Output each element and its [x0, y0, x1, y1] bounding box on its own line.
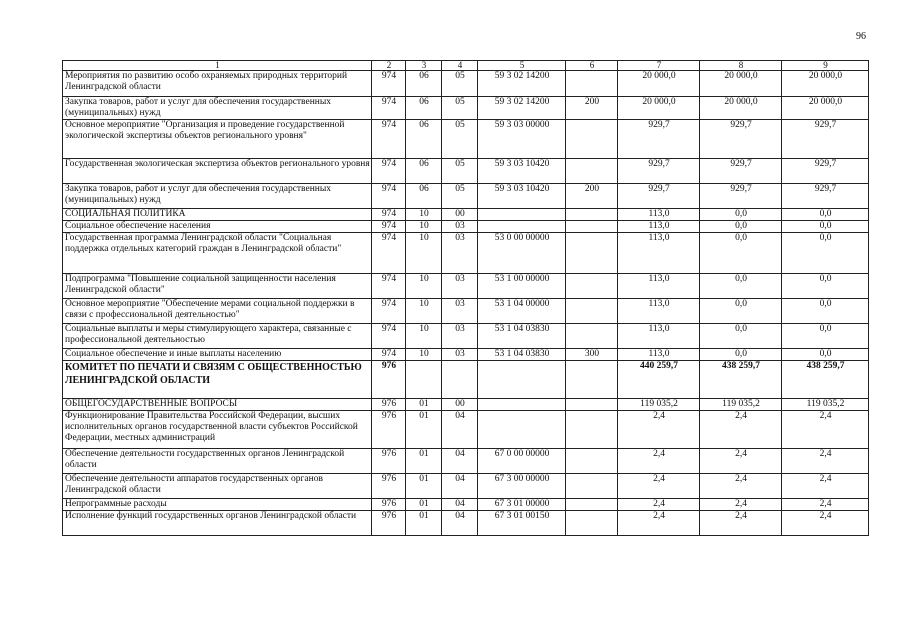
- table-row: [63, 349, 869, 361]
- row-expense-type-cell: [566, 361, 618, 399]
- row-name-cell: Подпрограмма "Повышение социальной защищенности населения Ленинградской области": [63, 274, 372, 299]
- row-subsection-cell: 00: [442, 209, 478, 221]
- row-target-article-cell: 67 3 00 00000: [478, 474, 566, 499]
- row-name-cell: Функционирование Правительства Российской Федерации, высших исполнительных органов государственной власти субъектов Российской Федерации, местных администраций: [63, 411, 372, 449]
- row-name-cell: Государственная экологическая экспертиза объектов регионального уровня: [63, 159, 372, 184]
- table-row: [63, 474, 869, 499]
- table-row: [63, 449, 869, 474]
- table-row: [63, 511, 869, 536]
- row-name-cell: Социальные выплаты и меры стимулирующего характера, связанные с профессиональной деятельностью: [63, 324, 372, 349]
- row-subsection-cell: 04: [442, 511, 478, 536]
- row-expense-type-cell: [566, 449, 618, 474]
- row-section-cell: 01: [406, 399, 442, 411]
- table-row: [63, 221, 869, 233]
- row-name-cell: Непрограммные расходы: [63, 499, 372, 511]
- row-subsection-cell: 00: [442, 399, 478, 411]
- row-subsection-cell: [442, 361, 478, 399]
- row-section-cell: 01: [406, 511, 442, 536]
- column-header: 1: [63, 61, 372, 71]
- row-admin-code-cell: 974: [372, 209, 406, 221]
- row-expense-type-cell: [566, 233, 618, 274]
- row-section-cell: [406, 361, 442, 399]
- row-target-article-cell: 67 3 01 00000: [478, 499, 566, 511]
- row-subsection-cell: 03: [442, 324, 478, 349]
- row-amount-col9-cell: 2,4: [782, 411, 869, 449]
- budget-table: [62, 60, 869, 536]
- row-expense-type-cell: 300: [566, 349, 618, 361]
- row-expense-type-cell: [566, 511, 618, 536]
- column-header: 6: [566, 61, 618, 71]
- row-amount-col9-cell: 0,0: [782, 324, 869, 349]
- row-amount-col8-cell: 929,7: [700, 120, 782, 159]
- row-name-cell: Исполнение функций государственных органов Ленинградской области: [63, 511, 372, 536]
- row-name-cell: Социальное обеспечение и иные выплаты населению: [63, 349, 372, 361]
- table-header-row: [63, 61, 869, 71]
- row-amount-col9-cell: 2,4: [782, 499, 869, 511]
- row-expense-type-cell: [566, 120, 618, 159]
- row-amount-col9-cell: 0,0: [782, 349, 869, 361]
- table-row: [63, 97, 869, 120]
- row-amount-col7-cell: 113,0: [618, 233, 700, 274]
- row-amount-col8-cell: 20 000,0: [700, 97, 782, 120]
- row-name-cell: Мероприятия по развитию особо охраняемых природных территорий Ленинградской области: [63, 71, 372, 97]
- table-row: [63, 411, 869, 449]
- table-row: [63, 120, 869, 159]
- row-amount-col7-cell: 20 000,0: [618, 97, 700, 120]
- row-expense-type-cell: [566, 71, 618, 97]
- row-amount-col7-cell: 119 035,2: [618, 399, 700, 411]
- column-header: 4: [442, 61, 478, 71]
- row-expense-type-cell: [566, 399, 618, 411]
- column-header: 3: [406, 61, 442, 71]
- row-amount-col9-cell: 20 000,0: [782, 97, 869, 120]
- row-amount-col8-cell: 0,0: [700, 221, 782, 233]
- row-subsection-cell: 03: [442, 349, 478, 361]
- row-amount-col9-cell: 0,0: [782, 209, 869, 221]
- row-amount-col7-cell: 113,0: [618, 349, 700, 361]
- row-amount-col8-cell: 119 035,2: [700, 399, 782, 411]
- row-name-cell: Основное мероприятие "Организация и проведение государственной экологической экспертизы объектов регионального уровня": [63, 120, 372, 159]
- table-row: [63, 71, 869, 97]
- row-subsection-cell: 05: [442, 97, 478, 120]
- row-expense-type-cell: [566, 209, 618, 221]
- row-expense-type-cell: 200: [566, 97, 618, 120]
- row-expense-type-cell: 200: [566, 184, 618, 209]
- row-section-cell: 06: [406, 120, 442, 159]
- page-number: 96: [856, 31, 866, 42]
- table-row: [63, 209, 869, 221]
- row-admin-code-cell: 974: [372, 97, 406, 120]
- row-subsection-cell: 03: [442, 221, 478, 233]
- row-target-article-cell: 59 3 02 14200: [478, 97, 566, 120]
- row-admin-code-cell: 974: [372, 324, 406, 349]
- row-section-cell: 10: [406, 233, 442, 274]
- row-subsection-cell: 03: [442, 299, 478, 324]
- row-amount-col7-cell: 113,0: [618, 299, 700, 324]
- table-body: [63, 61, 869, 536]
- row-admin-code-cell: 974: [372, 71, 406, 97]
- row-admin-code-cell: 976: [372, 411, 406, 449]
- row-name-cell: Закупка товаров, работ и услуг для обеспечения государственных (муниципальных) нужд: [63, 184, 372, 209]
- row-section-cell: 10: [406, 274, 442, 299]
- row-name-cell: СОЦИАЛЬНАЯ ПОЛИТИКА: [63, 209, 372, 221]
- row-amount-col8-cell: 2,4: [700, 499, 782, 511]
- row-amount-col9-cell: 119 035,2: [782, 399, 869, 411]
- row-section-cell: 06: [406, 97, 442, 120]
- row-name-cell: ОБЩЕГОСУДАРСТВЕННЫЕ ВОПРОСЫ: [63, 399, 372, 411]
- row-amount-col9-cell: 0,0: [782, 274, 869, 299]
- row-subsection-cell: 04: [442, 499, 478, 511]
- row-amount-col9-cell: 2,4: [782, 449, 869, 474]
- table-row: [63, 233, 869, 274]
- row-amount-col7-cell: 113,0: [618, 324, 700, 349]
- row-amount-col8-cell: 0,0: [700, 349, 782, 361]
- row-expense-type-cell: [566, 474, 618, 499]
- row-amount-col8-cell: 929,7: [700, 159, 782, 184]
- row-amount-col7-cell: 113,0: [618, 221, 700, 233]
- row-amount-col8-cell: 438 259,7: [700, 361, 782, 399]
- row-amount-col7-cell: 20 000,0: [618, 71, 700, 97]
- row-amount-col9-cell: 0,0: [782, 221, 869, 233]
- row-expense-type-cell: [566, 159, 618, 184]
- row-name-cell: Обеспечение деятельности государственных органов Ленинградской области: [63, 449, 372, 474]
- row-admin-code-cell: 976: [372, 399, 406, 411]
- row-target-article-cell: 53 1 04 00000: [478, 299, 566, 324]
- row-amount-col9-cell: 20 000,0: [782, 71, 869, 97]
- column-header: 5: [478, 61, 566, 71]
- row-amount-col7-cell: 929,7: [618, 120, 700, 159]
- row-admin-code-cell: 976: [372, 499, 406, 511]
- row-amount-col9-cell: 929,7: [782, 159, 869, 184]
- row-section-cell: 06: [406, 159, 442, 184]
- row-name-cell: Обеспечение деятельности аппаратов государственных органов Ленинградской области: [63, 474, 372, 499]
- row-subsection-cell: 05: [442, 71, 478, 97]
- row-amount-col8-cell: 929,7: [700, 184, 782, 209]
- row-admin-code-cell: 976: [372, 361, 406, 399]
- row-admin-code-cell: 974: [372, 349, 406, 361]
- row-admin-code-cell: 974: [372, 233, 406, 274]
- row-amount-col8-cell: 2,4: [700, 474, 782, 499]
- row-target-article-cell: 59 3 02 14200: [478, 71, 566, 97]
- row-target-article-cell: 59 3 03 00000: [478, 120, 566, 159]
- row-target-article-cell: 59 3 03 10420: [478, 159, 566, 184]
- row-amount-col9-cell: 929,7: [782, 184, 869, 209]
- row-name-cell: КОМИТЕТ ПО ПЕЧАТИ И СВЯЗЯМ С ОБЩЕСТВЕННОСТЬЮ ЛЕНИНГРАДСКОЙ ОБЛАСТИ: [63, 361, 372, 399]
- row-admin-code-cell: 974: [372, 159, 406, 184]
- row-amount-col8-cell: 2,4: [700, 449, 782, 474]
- row-name-cell: Основное мероприятие "Обеспечение мерами социальной поддержки в связи с профессиональной деятельностью": [63, 299, 372, 324]
- column-header: 9: [782, 61, 869, 71]
- row-target-article-cell: 67 3 01 00150: [478, 511, 566, 536]
- row-amount-col8-cell: 0,0: [700, 274, 782, 299]
- row-subsection-cell: 05: [442, 120, 478, 159]
- table-row: [63, 159, 869, 184]
- row-expense-type-cell: [566, 499, 618, 511]
- row-target-article-cell: 53 1 04 03830: [478, 324, 566, 349]
- row-admin-code-cell: 976: [372, 449, 406, 474]
- row-section-cell: 10: [406, 349, 442, 361]
- row-amount-col8-cell: 0,0: [700, 233, 782, 274]
- row-amount-col9-cell: 2,4: [782, 511, 869, 536]
- row-admin-code-cell: 976: [372, 474, 406, 499]
- table-row: [63, 399, 869, 411]
- row-expense-type-cell: [566, 324, 618, 349]
- row-amount-col7-cell: 113,0: [618, 274, 700, 299]
- row-target-article-cell: 67 0 00 00000: [478, 449, 566, 474]
- row-subsection-cell: 03: [442, 233, 478, 274]
- row-admin-code-cell: 974: [372, 274, 406, 299]
- row-section-cell: 10: [406, 209, 442, 221]
- row-target-article-cell: 53 0 00 00000: [478, 233, 566, 274]
- column-header: 7: [618, 61, 700, 71]
- row-section-cell: 10: [406, 299, 442, 324]
- row-amount-col9-cell: 0,0: [782, 233, 869, 274]
- row-amount-col7-cell: 2,4: [618, 449, 700, 474]
- row-admin-code-cell: 976: [372, 511, 406, 536]
- row-amount-col9-cell: 438 259,7: [782, 361, 869, 399]
- row-subsection-cell: 05: [442, 159, 478, 184]
- row-admin-code-cell: 974: [372, 221, 406, 233]
- row-amount-col7-cell: 113,0: [618, 209, 700, 221]
- row-admin-code-cell: 974: [372, 299, 406, 324]
- table-row: [63, 299, 869, 324]
- row-section-cell: 10: [406, 324, 442, 349]
- row-amount-col8-cell: 20 000,0: [700, 71, 782, 97]
- row-target-article-cell: [478, 209, 566, 221]
- row-target-article-cell: [478, 361, 566, 399]
- row-amount-col7-cell: 929,7: [618, 184, 700, 209]
- row-amount-col7-cell: 2,4: [618, 474, 700, 499]
- row-amount-col8-cell: 0,0: [700, 299, 782, 324]
- row-amount-col7-cell: 2,4: [618, 499, 700, 511]
- row-expense-type-cell: [566, 221, 618, 233]
- row-expense-type-cell: [566, 411, 618, 449]
- row-amount-col7-cell: 2,4: [618, 511, 700, 536]
- row-name-cell: Государственная программа Ленинградской области "Социальная поддержка отдельных категорий граждан в Ленинградской области": [63, 233, 372, 274]
- row-section-cell: 01: [406, 449, 442, 474]
- table-row: [63, 184, 869, 209]
- row-subsection-cell: 04: [442, 474, 478, 499]
- row-expense-type-cell: [566, 274, 618, 299]
- row-section-cell: 06: [406, 184, 442, 209]
- row-section-cell: 01: [406, 411, 442, 449]
- row-name-cell: Социальное обеспечение населения: [63, 221, 372, 233]
- row-subsection-cell: 04: [442, 449, 478, 474]
- row-amount-col9-cell: 929,7: [782, 120, 869, 159]
- row-target-article-cell: 53 1 00 00000: [478, 274, 566, 299]
- row-target-article-cell: 59 3 03 10420: [478, 184, 566, 209]
- row-amount-col8-cell: 0,0: [700, 324, 782, 349]
- row-amount-col8-cell: 2,4: [700, 411, 782, 449]
- row-amount-col7-cell: 929,7: [618, 159, 700, 184]
- column-header: 2: [372, 61, 406, 71]
- row-target-article-cell: [478, 221, 566, 233]
- row-amount-col8-cell: 2,4: [700, 511, 782, 536]
- table-row: [63, 361, 869, 399]
- row-amount-col9-cell: 2,4: [782, 474, 869, 499]
- row-target-article-cell: [478, 399, 566, 411]
- row-subsection-cell: 05: [442, 184, 478, 209]
- row-subsection-cell: 04: [442, 411, 478, 449]
- row-section-cell: 06: [406, 71, 442, 97]
- row-amount-col7-cell: 2,4: [618, 411, 700, 449]
- row-amount-col7-cell: 440 259,7: [618, 361, 700, 399]
- table-row: [63, 324, 869, 349]
- row-section-cell: 01: [406, 474, 442, 499]
- row-subsection-cell: 03: [442, 274, 478, 299]
- column-header: 8: [700, 61, 782, 71]
- row-section-cell: 10: [406, 221, 442, 233]
- table-row: [63, 499, 869, 511]
- row-admin-code-cell: 974: [372, 120, 406, 159]
- row-admin-code-cell: 974: [372, 184, 406, 209]
- table-row: [63, 274, 869, 299]
- row-amount-col8-cell: 0,0: [700, 209, 782, 221]
- row-name-cell: Закупка товаров, работ и услуг для обеспечения государственных (муниципальных) нужд: [63, 97, 372, 120]
- row-expense-type-cell: [566, 299, 618, 324]
- row-target-article-cell: 53 1 04 03830: [478, 349, 566, 361]
- row-amount-col9-cell: 0,0: [782, 299, 869, 324]
- row-target-article-cell: [478, 411, 566, 449]
- row-section-cell: 01: [406, 499, 442, 511]
